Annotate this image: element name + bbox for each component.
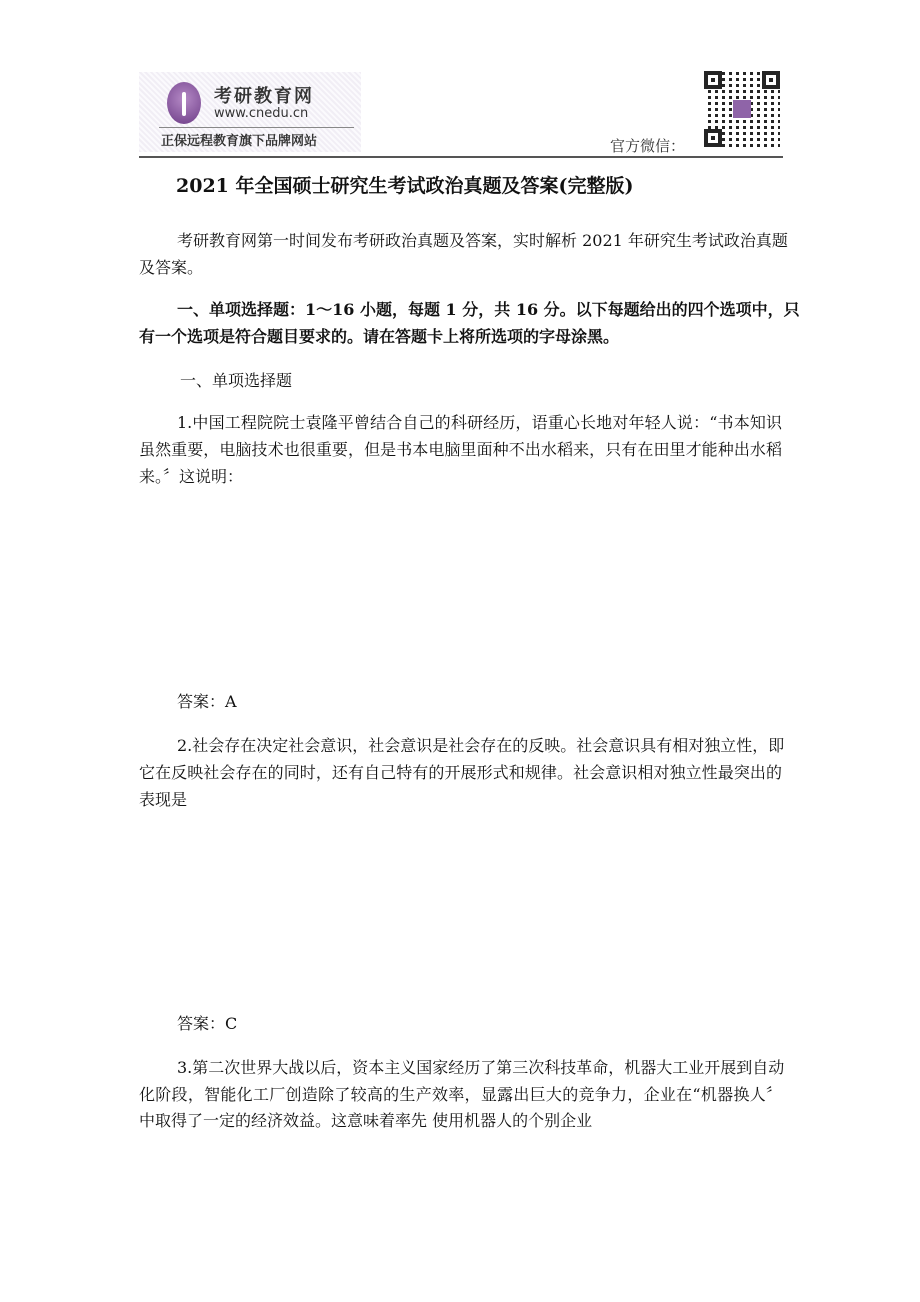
question-line: 化阶段，智能化工厂创造除了较高的生产效率，显露出巨大的竞争力，企业在“机器换人〞 — [139, 1085, 782, 1104]
wechat-label: 官方微信： — [610, 137, 686, 155]
instructions-line: 一、单项选择题：1～16 小题，每题 1 分，共 16 分。以下每题给出的四个选项中，只 — [177, 300, 800, 319]
logo-divider — [159, 127, 354, 128]
question-line: 来。〞这说明： — [139, 467, 244, 486]
question-line: 1.中国工程院院士袁隆平曾结合自己的科研经历，语重心长地对年轻人说：“书本知识 — [177, 413, 782, 432]
question-line: 表现是 — [139, 790, 188, 809]
brand-url: www.cnedu.cn — [214, 106, 309, 121]
answer: 答案：A — [177, 692, 237, 711]
page-title: 2021 年全国硕士研究生考试政治真题及答案(完整版) — [176, 175, 634, 197]
question-line: 它在反映社会存在的同时，还有自己特有的开展形式和规律。社会意识相对独立性最突出的 — [139, 763, 782, 782]
brand-name: 考研教育网 — [214, 86, 314, 107]
wechat-qr-code-icon — [704, 71, 780, 147]
question-line: 3.第二次世界大战以后，资本主义国家经历了第三次科技革命，机器大工业开展到自动 — [177, 1058, 785, 1077]
header-rule — [139, 156, 783, 158]
intro-line: 及答案。 — [139, 258, 204, 277]
section-heading: 一、单项选择题 — [180, 371, 293, 390]
instructions-line: 有一个选项是符合题目要求的。请在答题卡上将所选项的字母涂黑。 — [139, 327, 620, 346]
question-line: 虽然重要，电脑技术也很重要，但是书本电脑里面种不出水稻来，只有在田里才能种出水稻 — [139, 440, 782, 459]
question-line: 中取得了一定的经济效益。这意味着率先 使用机器人的个别企业 — [139, 1111, 593, 1130]
question-line: 2.社会存在决定社会意识，社会意识是社会存在的反映。社会意识具有相对独立性，即 — [177, 736, 785, 755]
site-logo[interactable] — [139, 72, 361, 152]
brand-slogan: 正保远程教育旗下品牌网站 — [161, 134, 318, 149]
answer: 答案：C — [177, 1014, 238, 1033]
logo-emblem-icon — [167, 82, 201, 124]
intro-line: 考研教育网第一时间发布考研政治真题及答案，实时解析 2021 年研究生考试政治真题 — [177, 231, 788, 250]
